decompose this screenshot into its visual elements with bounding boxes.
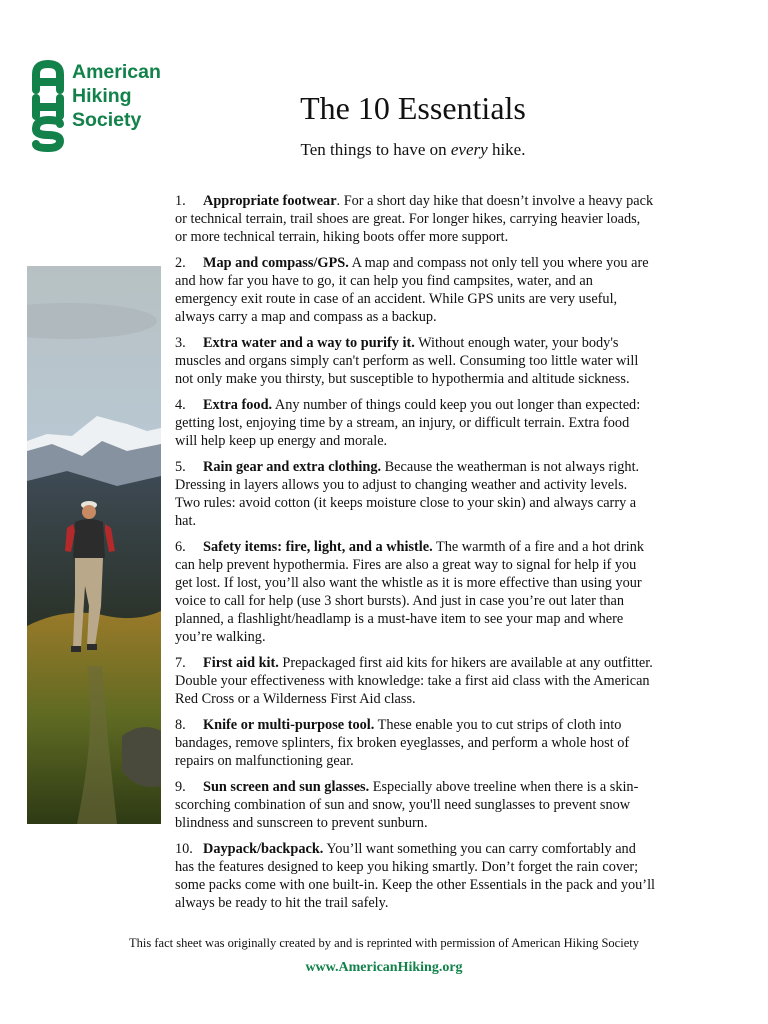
- list-item: [175, 778, 655, 832]
- logo-line-3: Society: [72, 109, 142, 131]
- item-number: 6.: [175, 539, 186, 555]
- item-body: These enable you to cut strips of cloth into bandages, remove splinters, fix broken eyeglasses, and perform a whole host of repairs on malfunctioning gear.: [175, 717, 630, 769]
- item-body: The warmth of a fire and a hot drink can help prevent hypothermia. Fires are also a great way to signal for help if you get lost. If lost, you’ll also want the whistle as it is more effective than using your voice to call for help (use 3 short bursts). And just in case you’re out later than planned, a flashlight/headlamp is a must-have item to see your map and where you’re walking.: [175, 539, 645, 645]
- item-body: Any number of things could keep you out longer than expected: getting lost, enjoying time by a stream, an injury, or difficult terrain. Extra food will help keep up energy and morale.: [175, 397, 641, 449]
- list-item: [175, 334, 655, 388]
- item-number: 5.: [175, 459, 186, 475]
- hiker-photo: [27, 266, 161, 824]
- item-body: You’ll want something you can carry comfortably and has the features designed to keep you hiking smartly. Don’t forget the rain cover; some packs come with one built-in. Keep the other Essentials in the pack and you’ll always be ready to hit the trail safely.: [175, 841, 656, 911]
- item-heading: First aid kit.: [203, 655, 279, 671]
- page-subtitle: [58, 140, 768, 160]
- item-number: 4.: [175, 397, 186, 413]
- item-body: Prepackaged first aid kits for hikers are available at any outfitter. Double your effectiveness with knowledge: take a first aid class with the American Red Cross or a Wilderness First Aid class.: [175, 655, 653, 707]
- item-heading: Knife or multi-purpose tool.: [203, 717, 375, 733]
- item-number: 9.: [175, 779, 186, 795]
- list-item: [175, 716, 655, 770]
- item-body: Without enough water, your body's muscles and organs simply can't perform as well. Consuming too little water will not only make you thirsty, but susceptible to hypothermia and altitude sickness.: [175, 335, 639, 387]
- item-heading: Rain gear and extra clothing.: [203, 459, 382, 475]
- logo-line-1: American: [72, 61, 161, 83]
- item-body: . For a short day hike that doesn’t involve a heavy pack or technical terrain, trail shoes are great. For longer hikes, carrying heavier loads, or more technical terrain, hiking boots offer more support.: [175, 193, 654, 245]
- item-number: 3.: [175, 335, 186, 351]
- item-body: A map and compass not only tell you where you are and how far you have to go, it can help you find campsites, water, and an emergency exit route in case of an accident. While GPS units are very useful, always carry a map and compass as a backup.: [175, 255, 649, 325]
- list-item: [175, 654, 655, 708]
- subtitle-emphasis: every: [450, 140, 488, 159]
- logo-line-2: Hiking: [72, 85, 132, 107]
- item-heading: Map and compass/GPS.: [203, 255, 349, 271]
- item-heading: Extra water and a way to purify it.: [203, 335, 415, 351]
- item-body: Because the weatherman is not always right. Dressing in layers allows you to adjust to changing weather and activity levels. Two rules: avoid cotton (it keeps moisture close to your skin) and always carry a hat.: [175, 459, 640, 529]
- item-body: Especially above treeline when there is a skin-scorching combination of sun and snow, you'll need sunglasses to prevent snow blindness and sunscreen to prevent sunburn.: [175, 779, 639, 831]
- item-number: 8.: [175, 717, 186, 733]
- subtitle-before: Ten things to have on: [300, 140, 451, 159]
- item-heading: Appropriate footwear: [203, 193, 337, 209]
- item-number: 1.: [175, 193, 186, 209]
- list-item: [175, 396, 655, 450]
- item-heading: Extra food.: [203, 397, 273, 413]
- list-item: [175, 840, 655, 912]
- list-item: [175, 254, 655, 326]
- item-number: 10.: [175, 841, 193, 857]
- item-heading: Daypack/backpack.: [203, 841, 324, 857]
- list-item: [175, 538, 655, 646]
- essentials-list: [175, 192, 655, 920]
- footer-credit: This fact sheet was originally created by and is reprinted with permission of American Hiking Society: [129, 936, 639, 950]
- item-number: 7.: [175, 655, 186, 671]
- item-heading: Sun screen and sun glasses.: [203, 779, 370, 795]
- page-title: The 10 Essentials: [300, 90, 526, 126]
- subtitle-after: hike.: [487, 140, 526, 159]
- list-item: [175, 458, 655, 530]
- list-item: [175, 192, 655, 246]
- item-heading: Safety items: fire, light, and a whistle.: [203, 539, 433, 555]
- hiker-mountain-image: [27, 266, 161, 824]
- item-number: 2.: [175, 255, 186, 271]
- website-link[interactable]: www.AmericanHiking.org: [305, 960, 463, 975]
